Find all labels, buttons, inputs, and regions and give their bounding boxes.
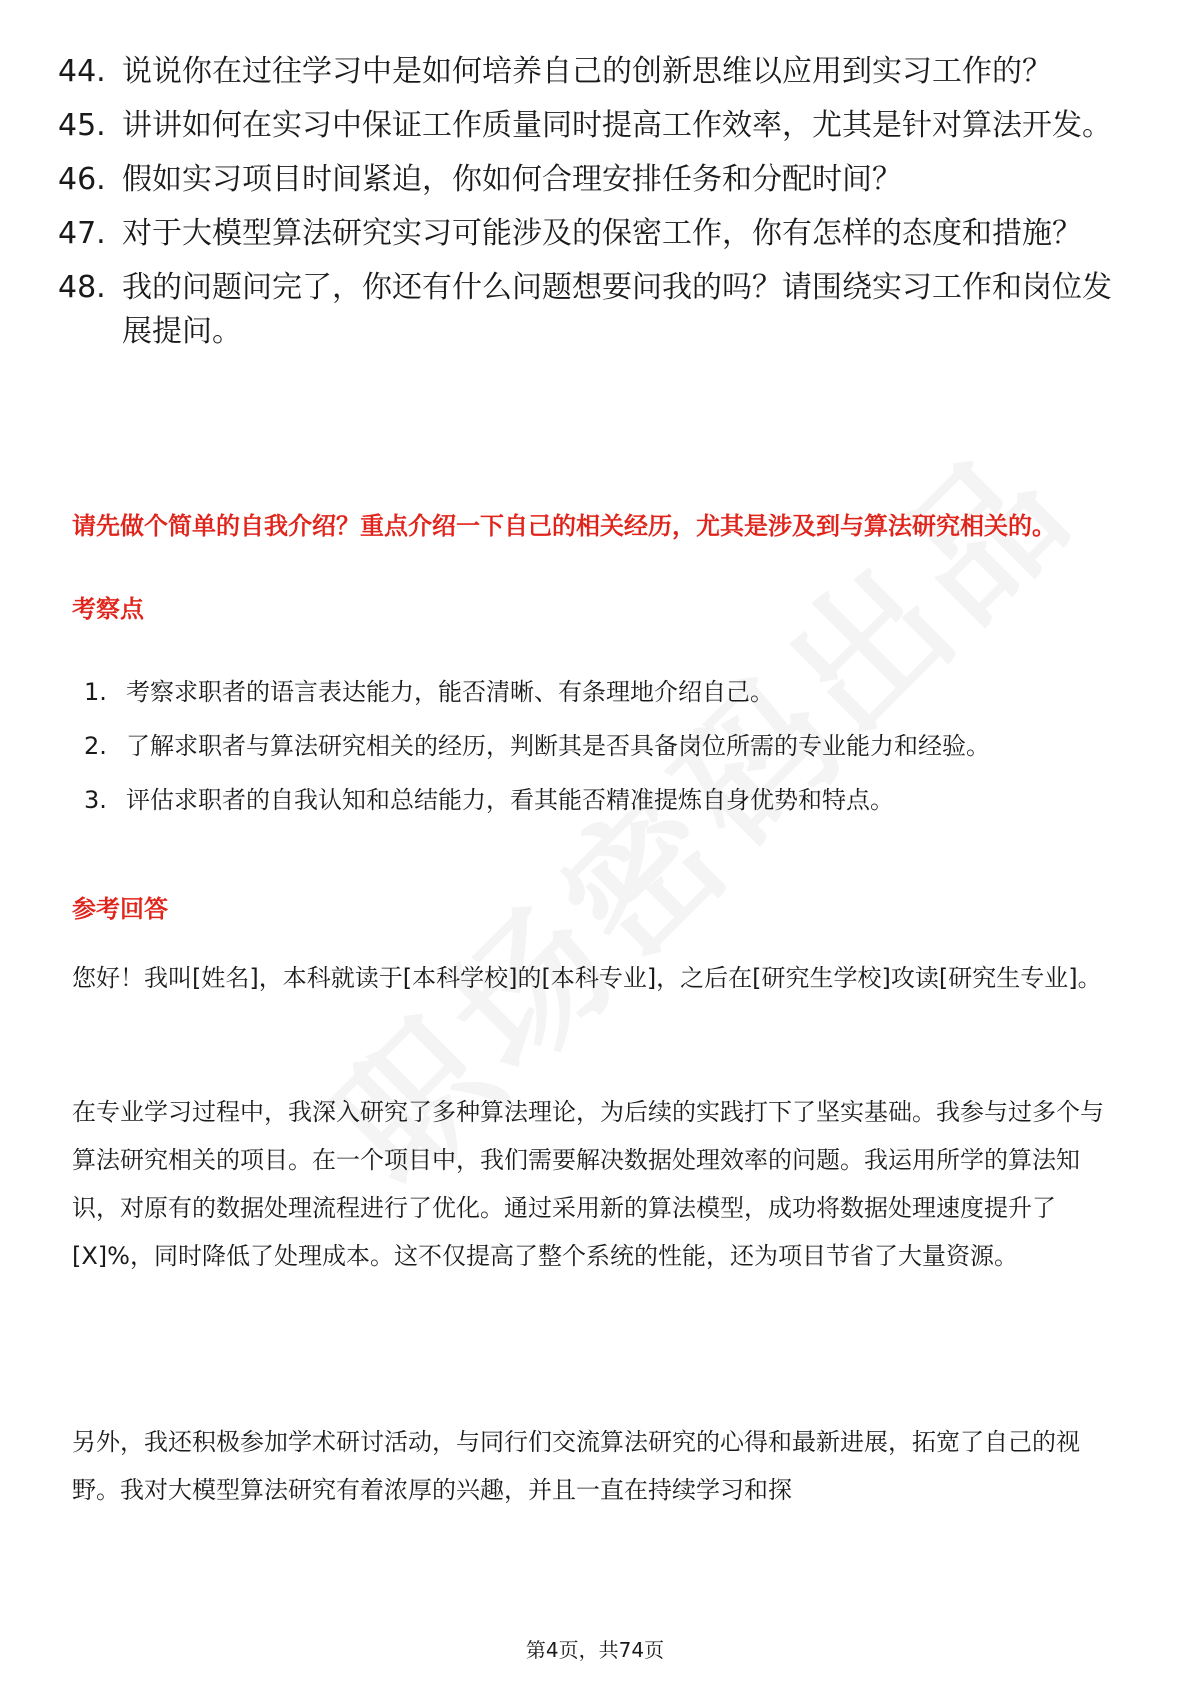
highlight-question: 请先做个简单的自我介绍？重点介绍一下自己的相关经历，尤其是涉及到与算法研究相关的。 [72,512,1056,540]
points-list [84,668,1114,830]
question-text: 我的问题问完了，你还有什么问题想要问我的吗？请围绕实习工作和岗位发展提问。 [122,270,1112,349]
question-text: 对于大模型算法研究实习可能涉及的保密工作，你有怎样的态度和措施？ [122,216,1082,251]
question-number: 46. [58,162,106,197]
point-text: 了解求职者与算法研究相关的经历，判断其是否具备岗位所需的专业能力和经验。 [126,732,990,760]
question-item [58,104,1118,148]
point-item [84,722,1114,770]
answer-paragraph: 在专业学习过程中，我深入研究了多种算法理论，为后续的实践打下了坚实基础。我参与过多个与算法研究相关的项目。在一个项目中，我们需要解决数据处理效率的问题。我运用所学的算法知识，对原有的数据处理流程进行了优化。通过采用新的算法模型，成功将数据处理速度提升了[X]%，同时降低了处理成本。这不仅提高了整个系统的性能，还为项目节省了大量资源。 [72,1098,1104,1270]
point-item [84,668,1114,716]
question-item [58,158,1118,202]
question-item [58,266,1118,354]
question-text: 说说你在过往学习中是如何培养自己的创新思维以应用到实习工作的？ [122,54,1052,89]
question-text: 讲讲如何在实习中保证工作质量同时提高工作效率，尤其是针对算法开发。 [122,108,1112,143]
question-number: 44. [58,54,106,89]
question-item [58,50,1118,94]
question-text: 假如实习项目时间紧迫，你如何合理安排任务和分配时间？ [122,162,902,197]
answer-paragraph: 您好！我叫[姓名]，本科就读于[本科学校]的[本科专业]，之后在[研究生学校]攻读[研究生专业]。 [72,964,1102,992]
section-title-answer: 参考回答 [72,895,168,923]
question-item [58,212,1118,256]
question-number: 47. [58,216,106,251]
page-footer: 第4页，共74页 [525,1638,665,1662]
point-item [84,776,1114,824]
answer-paragraph: 另外，我还积极参加学术研讨活动，与同行们交流算法研究的心得和最新进展，拓宽了自己的视野。我对大模型算法研究有着浓厚的兴趣，并且一直在持续学习和探 [72,1428,1080,1504]
question-number: 48. [58,270,106,305]
point-text: 评估求职者的自我认知和总结能力，看其能否精准提炼自身优势和特点。 [126,786,894,814]
point-number: 1. [84,678,107,706]
question-number: 45. [58,108,106,143]
point-number: 2. [84,732,107,760]
point-text: 考察求职者的语言表达能力，能否清晰、有条理地介绍自己。 [126,678,774,706]
question-list [58,50,1118,364]
point-number: 3. [84,786,107,814]
section-title-points: 考察点 [72,595,144,623]
